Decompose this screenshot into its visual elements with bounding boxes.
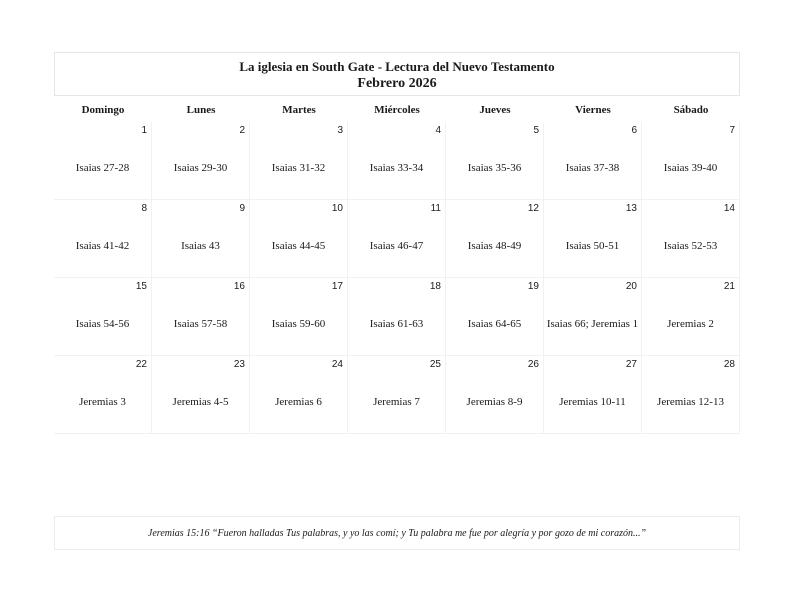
dow-monday: Lunes	[186, 104, 216, 116]
reading-text: Isaias 66; Jeremias 1	[546, 318, 639, 330]
reading-text: Isaias 29-30	[173, 162, 228, 174]
footer-verse: Jeremias 15:16 “Fueron halladas Tus palabras, y yo las comí; y Tu palabra me fue por alegría y por gozo de mi corazón...”	[147, 527, 647, 539]
reading-text: Jeremias 12-13	[657, 396, 724, 408]
days-of-week-row	[54, 100, 740, 120]
day-number: 10	[331, 203, 343, 214]
reading-text: Isaias 43	[181, 240, 220, 252]
calendar-day-cell	[642, 200, 740, 278]
calendar-day-cell	[544, 200, 642, 278]
calendar-header	[54, 52, 740, 96]
reading-text: Isaias 39-40	[663, 162, 718, 174]
footer-verse-box	[54, 516, 740, 550]
day-number: 12	[527, 203, 539, 214]
day-number: 3	[337, 125, 343, 136]
day-number: 16	[233, 281, 245, 292]
reading-text: Isaias 41-42	[75, 240, 130, 252]
dow-friday: Viernes	[575, 104, 611, 116]
reading-text: Jeremias 10-11	[559, 396, 626, 408]
reading-text: Isaias 52-53	[663, 240, 718, 252]
calendar-day-cell	[54, 278, 152, 356]
reading-text: Isaias 59-60	[271, 318, 326, 330]
page-title: La iglesia en South Gate - Lectura del Nuevo Testamento	[239, 59, 555, 74]
calendar-grid	[54, 122, 740, 434]
day-number: 15	[135, 281, 147, 292]
calendar-day-cell	[544, 356, 642, 434]
calendar-day-cell	[642, 356, 740, 434]
calendar-day-cell	[250, 200, 348, 278]
dow-sunday: Domingo	[81, 104, 125, 116]
day-number: 6	[631, 125, 637, 136]
reading-text: Isaias 57-58	[173, 318, 228, 330]
calendar-day-cell	[348, 278, 446, 356]
day-number: 23	[233, 359, 245, 370]
reading-text: Isaias 46-47	[369, 240, 424, 252]
dow-saturday: Sábado	[673, 104, 709, 116]
calendar-day-cell	[152, 122, 250, 200]
calendar-day-cell	[544, 122, 642, 200]
reading-text: Jeremias 8-9	[466, 396, 523, 408]
calendar-day-cell	[54, 122, 152, 200]
calendar-day-cell	[446, 200, 544, 278]
day-number: 14	[723, 203, 735, 214]
day-number: 4	[435, 125, 441, 136]
reading-text: Isaias 48-49	[467, 240, 522, 252]
day-number: 28	[723, 359, 735, 370]
reading-text: Isaias 33-34	[369, 162, 424, 174]
reading-text: Isaias 37-38	[565, 162, 620, 174]
reading-text: Isaias 27-28	[75, 162, 130, 174]
dow-thursday: Jueves	[479, 104, 511, 116]
reading-text: Jeremias 2	[667, 318, 714, 330]
calendar-day-cell	[642, 122, 740, 200]
day-number: 22	[135, 359, 147, 370]
calendar-day-cell	[642, 278, 740, 356]
reading-text: Jeremias 6	[275, 396, 322, 408]
calendar-day-cell	[54, 200, 152, 278]
calendar-day-cell	[250, 278, 348, 356]
reading-text: Jeremias 7	[373, 396, 420, 408]
calendar-day-cell	[152, 200, 250, 278]
day-number: 7	[729, 125, 735, 136]
empty-week-row	[54, 434, 740, 512]
day-number: 5	[533, 125, 539, 136]
calendar-day-cell	[544, 278, 642, 356]
reading-text: Isaias 44-45	[271, 240, 326, 252]
day-number: 13	[625, 203, 637, 214]
dow-wednesday: Miércoles	[374, 104, 420, 116]
calendar-day-cell	[348, 200, 446, 278]
day-number: 25	[429, 359, 441, 370]
calendar-day-cell	[446, 356, 544, 434]
calendar-day-cell	[348, 356, 446, 434]
day-number: 27	[625, 359, 637, 370]
day-number: 11	[430, 203, 441, 214]
calendar-day-cell	[250, 356, 348, 434]
reading-text: Isaias 31-32	[271, 162, 326, 174]
day-number: 8	[141, 203, 147, 214]
day-number: 21	[723, 281, 735, 292]
day-number: 26	[527, 359, 539, 370]
calendar-day-cell	[250, 122, 348, 200]
dow-tuesday: Martes	[282, 104, 316, 116]
day-number: 20	[625, 281, 637, 292]
calendar-day-cell	[152, 356, 250, 434]
day-number: 2	[239, 125, 245, 136]
reading-text: Jeremias 4-5	[172, 396, 229, 408]
day-number: 9	[239, 203, 245, 214]
reading-text: Isaias 35-36	[467, 162, 522, 174]
reading-text: Isaias 61-63	[369, 318, 424, 330]
reading-text: Isaias 64-65	[467, 318, 522, 330]
day-number: 24	[331, 359, 343, 370]
calendar-day-cell	[446, 278, 544, 356]
day-number: 17	[331, 281, 343, 292]
day-number: 1	[141, 125, 147, 136]
reading-text: Jeremias 3	[79, 396, 126, 408]
reading-text: Isaias 54-56	[75, 318, 130, 330]
reading-text: Isaias 50-51	[565, 240, 620, 252]
calendar-day-cell	[446, 122, 544, 200]
day-number: 18	[429, 281, 441, 292]
month-title: Febrero 2026	[357, 76, 437, 91]
day-number: 19	[527, 281, 539, 292]
calendar-day-cell	[54, 356, 152, 434]
calendar-day-cell	[152, 278, 250, 356]
calendar-day-cell	[348, 122, 446, 200]
